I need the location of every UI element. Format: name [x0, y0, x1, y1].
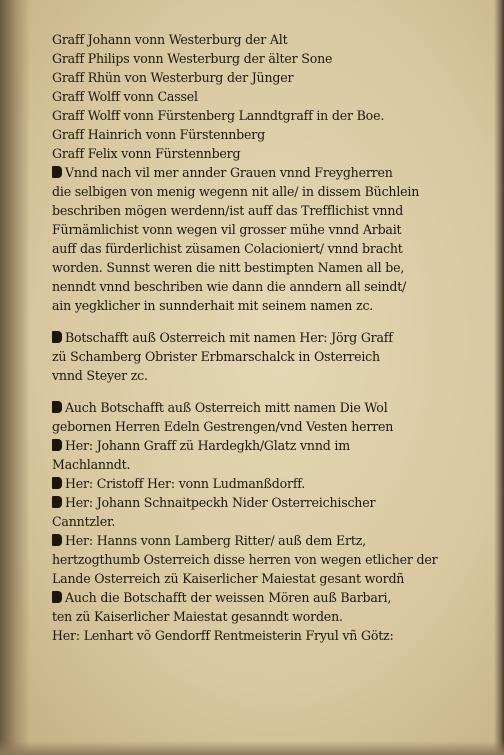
- text-line: Her: Cristoff Her: vonn Ludmanßdorff.: [65, 476, 306, 491]
- paragraph-start: [52, 398, 472, 417]
- text-line: gebornen Herren Edeln Gestrengen/vnd Vesten herren: [52, 419, 394, 434]
- text-line: Auch die Botschafft der weissen Mören auß Barbari,: [65, 590, 392, 605]
- paragraph-start: [52, 474, 472, 493]
- pilcrow-icon: [52, 496, 62, 508]
- paragraph-gap: [52, 385, 472, 398]
- page-edge-bottom: [0, 741, 504, 755]
- text-block: [52, 30, 472, 645]
- text-line: Vnnd nach vil mer annder Grauen vnnd Freygherren: [65, 165, 393, 180]
- text-line: die selbigen von menig wegenn nit alle/ in dissem Büchlein: [52, 184, 420, 199]
- paragraph-start: [52, 436, 472, 455]
- pilcrow-icon: [52, 534, 62, 546]
- text-line: Auch Botschafft auß Osterreich mitt namen Die Wol: [65, 400, 388, 415]
- pilcrow-icon: [52, 331, 62, 343]
- text-line: zü Schamberg Obrister Erbmarschalck in Osterreich: [52, 349, 380, 364]
- paragraph-start: [52, 163, 472, 182]
- text-line: Lande Osterreich zü Kaiserlicher Maiestat gesant wordñ: [52, 571, 405, 586]
- pilcrow-icon: [52, 477, 62, 489]
- text-line: Graff Rhün von Westerburg der Jünger: [52, 70, 294, 85]
- page-gutter: [0, 0, 30, 755]
- text-line: Her: Johann Schnaitpeckh Nider Osterreichischer: [65, 495, 376, 510]
- text-line: Botschafft auß Osterreich mit namen Her: Jörg Graff: [65, 330, 393, 345]
- text-line: Canntzler.: [52, 514, 116, 529]
- text-line: Graff Philips vonn Westerburg der älter Sone: [52, 51, 333, 66]
- text-line: Graff Wolff vonn Fürstenberg Lanndtgraff in der Boe.: [52, 108, 385, 123]
- text-line: Graff Hainrich vonn Fürstennberg: [52, 127, 265, 142]
- pilcrow-icon: [52, 591, 62, 603]
- text-line: ain yegklicher in sunnderhait mit seinem namen zc.: [52, 298, 374, 313]
- text-line: Her: Johann Graff zü Hardegkh/Glatz vnnd im: [65, 438, 350, 453]
- paragraph-start: [52, 493, 472, 512]
- paragraph-start: [52, 328, 472, 347]
- text-line: Her: Hanns vonn Lamberg Ritter/ auß dem Ertz,: [65, 533, 366, 548]
- paragraph-gap: [52, 315, 472, 328]
- paragraph-start: [52, 531, 472, 550]
- page-edge-right: [494, 0, 504, 755]
- text-line: auff das fürderlichist züsamen Colacioniert/ vnnd bracht: [52, 241, 403, 256]
- pilcrow-icon: [52, 166, 62, 178]
- text-line: Graff Felix vonn Fürstennberg: [52, 146, 241, 161]
- text-line: hertzogthumb Osterreich disse herren von wegen etlicher der: [52, 552, 438, 567]
- text-line: vnnd Steyer zc.: [52, 368, 148, 383]
- paragraph-start: [52, 588, 472, 607]
- pilcrow-icon: [52, 401, 62, 413]
- text-line: Her: Lenhart võ Gendorff Rentmeisterin Fryul vñ Götz:: [52, 628, 394, 643]
- text-line: ten zü Kaiserlicher Maiestat gesanndt worden.: [52, 609, 343, 624]
- text-line: Graff Johann vonn Westerburg der Alt: [52, 32, 288, 47]
- text-line: Graff Wolff vonn Cassel: [52, 89, 198, 104]
- text-line: beschriben mögen werdenn/ist auff das Trefflichist vnnd: [52, 203, 404, 218]
- text-line: nenndt vnnd beschriben wie dann die anndern all seindt/: [52, 279, 407, 294]
- text-line: Machlanndt.: [52, 457, 131, 472]
- text-line: Fürnämlichist vonn wegen vil grosser mühe vnnd Arbait: [52, 222, 402, 237]
- text-line: worden. Sunnst weren die nitt bestimpten Namen all be,: [52, 260, 405, 275]
- pilcrow-icon: [52, 439, 62, 451]
